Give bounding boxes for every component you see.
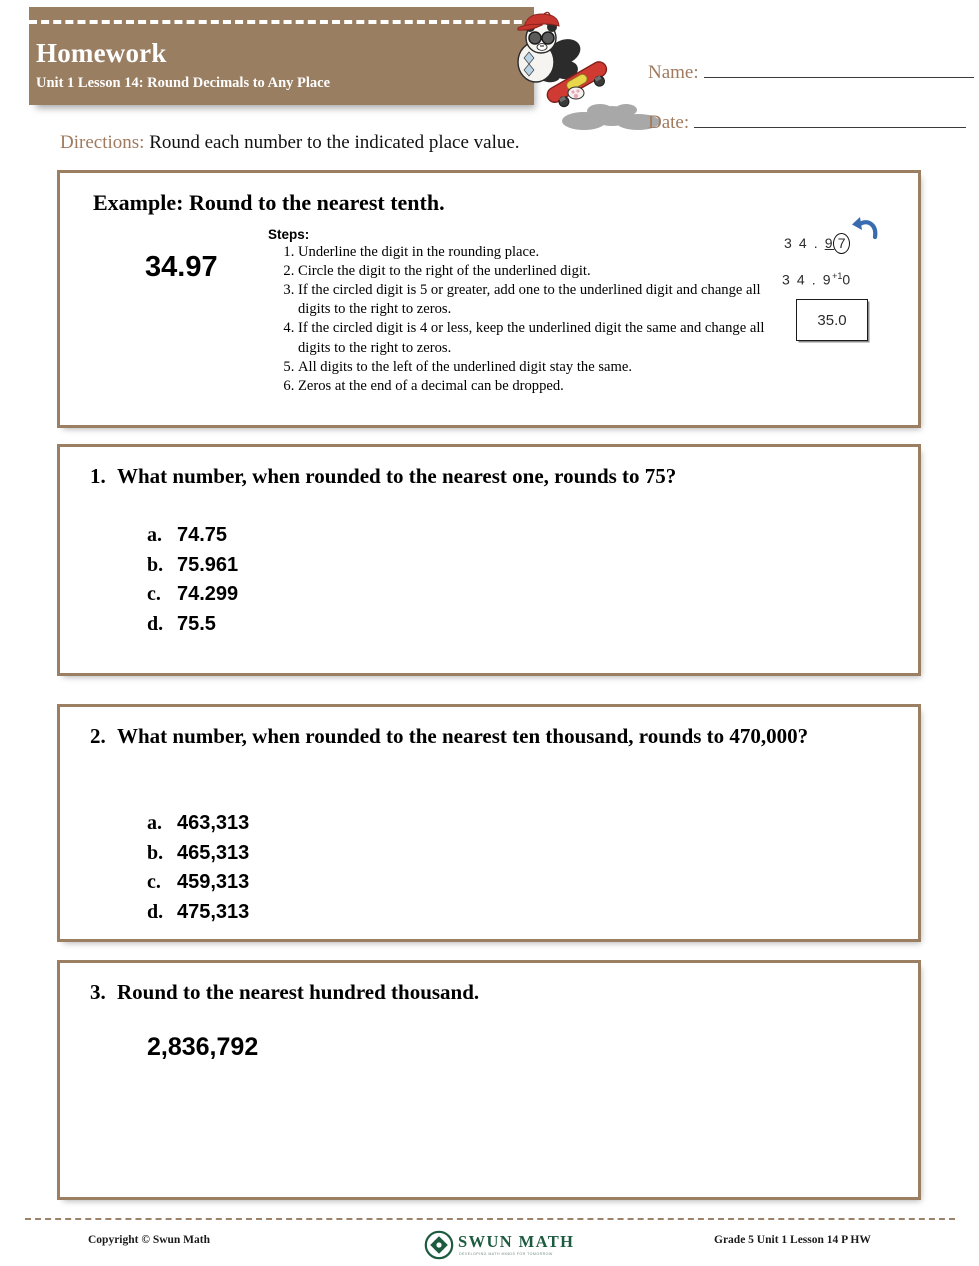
question-3-text: Round to the nearest hundred thousand. bbox=[117, 980, 480, 1004]
choice-letter: d. bbox=[147, 612, 164, 635]
question-1-choices bbox=[147, 521, 238, 639]
work-line-2 bbox=[782, 271, 852, 288]
worked-example-diagram bbox=[772, 215, 912, 395]
work-line2-prefix: 3 4 . 9 bbox=[782, 271, 833, 288]
work-answer-box bbox=[796, 299, 868, 341]
work-line1-prefix: 3 4 . bbox=[784, 235, 825, 251]
work-carry: +1 bbox=[832, 271, 843, 281]
choice-value: 463,313 bbox=[177, 812, 250, 834]
question-3-stem bbox=[90, 979, 890, 1007]
question-1-number: 1. bbox=[90, 464, 106, 488]
choice-value: 74.299 bbox=[177, 583, 239, 606]
question-2-box bbox=[57, 704, 921, 942]
step-item: 4. If the circled digit is 4 or less, keep the underlined digit the same and change all digits to the right to zeros. bbox=[298, 319, 778, 357]
question-1-stem bbox=[90, 463, 890, 491]
logo-wordmark: SWUN MATH bbox=[458, 1231, 575, 1251]
choice-value: 475,313 bbox=[177, 900, 250, 923]
work-line2-suffix: 0 bbox=[842, 271, 852, 288]
directions-text: Round each number to the indicated place value. bbox=[144, 132, 520, 153]
choice-option[interactable] bbox=[147, 809, 249, 839]
question-3-box bbox=[57, 960, 921, 1200]
choice-letter: a. bbox=[147, 812, 162, 834]
choice-letter: c. bbox=[147, 871, 161, 894]
footer-lesson-id: Grade 5 Unit 1 Lesson 14 P HW bbox=[714, 1234, 871, 1246]
question-1-text: What number, when rounded to the nearest one, rounds to 75? bbox=[117, 464, 677, 488]
date-label: Date: bbox=[648, 112, 690, 133]
date-field-row bbox=[648, 112, 966, 134]
choice-letter: d. bbox=[147, 900, 164, 923]
name-field-row bbox=[648, 62, 974, 84]
directions-label: Directions: bbox=[60, 132, 145, 153]
choice-option[interactable] bbox=[147, 551, 238, 581]
choice-value: 459,313 bbox=[177, 871, 250, 894]
work-answer: 35.0 bbox=[817, 311, 847, 329]
footer-copyright: Copyright © Swun Math bbox=[88, 1234, 211, 1246]
question-2-number: 2. bbox=[90, 724, 106, 748]
page-subtitle: Unit 1 Lesson 14: Round Decimals to Any Place bbox=[36, 75, 331, 91]
curved-arrow-icon bbox=[848, 215, 882, 241]
choice-value: 74.75 bbox=[177, 524, 228, 546]
question-2-text: What number, when rounded to the nearest ten thousand, rounds to 470,000? bbox=[117, 724, 809, 748]
footer-dashed-divider bbox=[25, 1218, 955, 1220]
steps-list bbox=[268, 243, 778, 396]
directions-line bbox=[60, 132, 520, 154]
name-label: Name: bbox=[648, 62, 699, 83]
logo-tagline: DEVELOPING MATH MINDS FOR TOMORROW bbox=[459, 1252, 553, 1257]
work-line-1 bbox=[784, 233, 850, 254]
swun-math-clover-logo-icon bbox=[424, 1230, 454, 1260]
question-3-number: 3. bbox=[90, 980, 106, 1004]
example-title: Example: Round to the nearest tenth. bbox=[93, 190, 445, 215]
choice-option[interactable] bbox=[147, 610, 238, 640]
choice-option[interactable] bbox=[147, 868, 249, 898]
choice-letter: c. bbox=[147, 583, 161, 606]
work-circled-digit: 7 bbox=[833, 233, 850, 254]
example-box bbox=[57, 170, 921, 428]
choice-option[interactable] bbox=[147, 580, 238, 610]
step-item: 3. If the circled digit is 5 or greater, add one to the underlined digit and change all digits to the right to zeros. bbox=[298, 281, 778, 319]
date-input[interactable] bbox=[694, 127, 966, 128]
question-1-box bbox=[57, 444, 921, 676]
question-3-work-number: 2,836,792 bbox=[147, 1033, 259, 1061]
example-number: 34.97 bbox=[145, 251, 218, 283]
choice-option[interactable] bbox=[147, 898, 249, 928]
name-input[interactable] bbox=[704, 77, 974, 78]
choice-value: 75.961 bbox=[177, 553, 239, 576]
page-title: Homework bbox=[36, 38, 167, 68]
work-underlined-digit: 9 bbox=[824, 235, 835, 251]
step-item: 1. Underline the digit in the rounding place. bbox=[298, 243, 778, 262]
step-item: 6. Zeros at the end of a decimal can be dropped. bbox=[298, 377, 778, 396]
header-dashed-divider bbox=[29, 20, 534, 24]
question-2-stem bbox=[90, 723, 890, 751]
choice-option[interactable] bbox=[147, 839, 249, 869]
steps-block bbox=[268, 227, 778, 396]
choice-value: 75.5 bbox=[177, 612, 216, 635]
choice-letter: b. bbox=[147, 553, 164, 576]
step-item: 5. All digits to the left of the underlined digit stay the same. bbox=[298, 358, 778, 377]
choice-option[interactable] bbox=[147, 521, 238, 551]
steps-heading: Steps: bbox=[268, 227, 310, 242]
choice-letter: b. bbox=[147, 841, 164, 864]
question-2-choices bbox=[147, 809, 249, 927]
choice-letter: a. bbox=[147, 524, 162, 546]
step-item: 2. Circle the digit to the right of the underlined digit. bbox=[298, 262, 778, 281]
swun-math-logo bbox=[424, 1228, 576, 1262]
choice-value: 465,313 bbox=[177, 841, 250, 864]
